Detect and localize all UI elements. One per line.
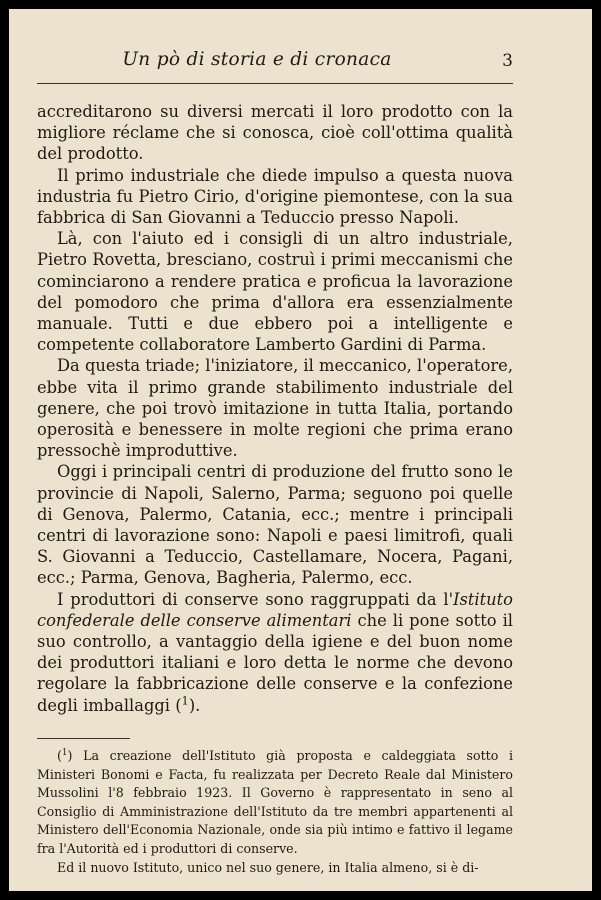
paragraph-5: Oggi i principali centri di produzione del frutto sono le provincie di Napoli, Salerno, Parma; seguono poi quelle di Genova, Palermo, Catania, ecc.; mentre i principali centri di lavorazione sono: Napoli e paesi limitrofi, quali S. Giovanni a Teduccio, Castellamare, Nocera, Pagani, ecc.; Parma, Genova, Bagheria, Palermo, ecc. xyxy=(37,462,513,588)
footnote-continuation: Ed il nuovo Istituto, unico nel suo genere, in Italia almeno, si è di- xyxy=(57,859,479,875)
paragraph-3: Là, con l'aiuto ed i consigli di un altro industriale, Pietro Rovetta, bresciano, costruì i primi meccanismi che cominciarono a rendere pratica e proficua la lavorazione del pomodoro che prima d'allora era essenzialmente manuale. Tutti e due ebbero poi a intelligente e competente collaboratore Lamberto Gardini di Parma. xyxy=(37,229,513,355)
footnotes xyxy=(37,747,513,877)
paragraph-2: Il primo industriale che diede impulso a questa nuova industria fu Pietro Cirio, d'origine piemontese, con la sua fabbrica di San Giovanni a Teduccio presso Napoli. xyxy=(37,165,513,228)
running-title: Un pò di storia e di cronaca xyxy=(122,49,392,70)
running-head xyxy=(37,49,513,75)
book-page xyxy=(9,9,592,891)
paragraph-6-start: I produttori di conserve sono raggruppati da l' xyxy=(57,589,454,609)
header-rule xyxy=(37,83,513,84)
paragraph-6 xyxy=(37,589,513,716)
paragraph-4: Da questa triade; l'iniziatore, il meccanico, l'operatore, ebbe vita il primo grande stabilimento industriale del genere, che poi trovò imitazione in tutta Italia, portando operosità e benessere in molte regioni che prima erano pressochè improduttive. xyxy=(37,356,513,461)
footnote-reference: 1 xyxy=(181,693,189,708)
body-text xyxy=(37,101,513,716)
paragraph-1: accreditarono su diversi mercati il loro prodotto con la migliore réclame che si conosca, cioè coll'ottima qualità del prodotto. xyxy=(37,102,513,164)
footnote-rule xyxy=(37,738,130,739)
footnote-marker: 1 xyxy=(61,747,68,758)
footnote-1-text: La creazione dell'Istituto già proposta e caldeggiata sotto i Ministeri Bonomi e Facta, fu realizzata per Decreto Reale dal Ministero Mussolini l'8 febbraio 1923. Il Governo è rappresentato in seno al Consiglio di Amministrazione dell'Istituto da tre membri appartenenti al Ministero dell'Economia Nazionale, onde sia più intimo e fattivo il legame fra l'Autorità ed i produttori di conserve. xyxy=(37,748,513,856)
institute-name-italic: Istituto confederale delle conserve alimentari xyxy=(37,589,513,630)
page-number: 3 xyxy=(502,51,513,71)
paragraph-6-close: ). xyxy=(188,695,201,715)
footnote-1: ($^1$) La creazione dell'Istituto già proposta e caldeggiata sotto i Ministeri Bonomi e Facta, fu realizzata per Decreto Reale dal Ministero Mussolini l'8 febbraio 1923. Il Governo è rappresentato in seno al Consiglio di Amministrazione dell'Istituto da tre membri appartenenti al Ministero dell'Economia Nazionale, onde sia più intimo e fattivo il legame fra l'Autorità ed i produttori di conserve. xyxy=(37,747,513,856)
paragraph-6-end: che li pone sotto il suo controllo, a vantaggio della igiene e del buon nome dei produttori italiani e loro detta le norme che devono regolare la fabbricazione delle conserve e la confezione degli imballaggi ( xyxy=(37,610,513,715)
